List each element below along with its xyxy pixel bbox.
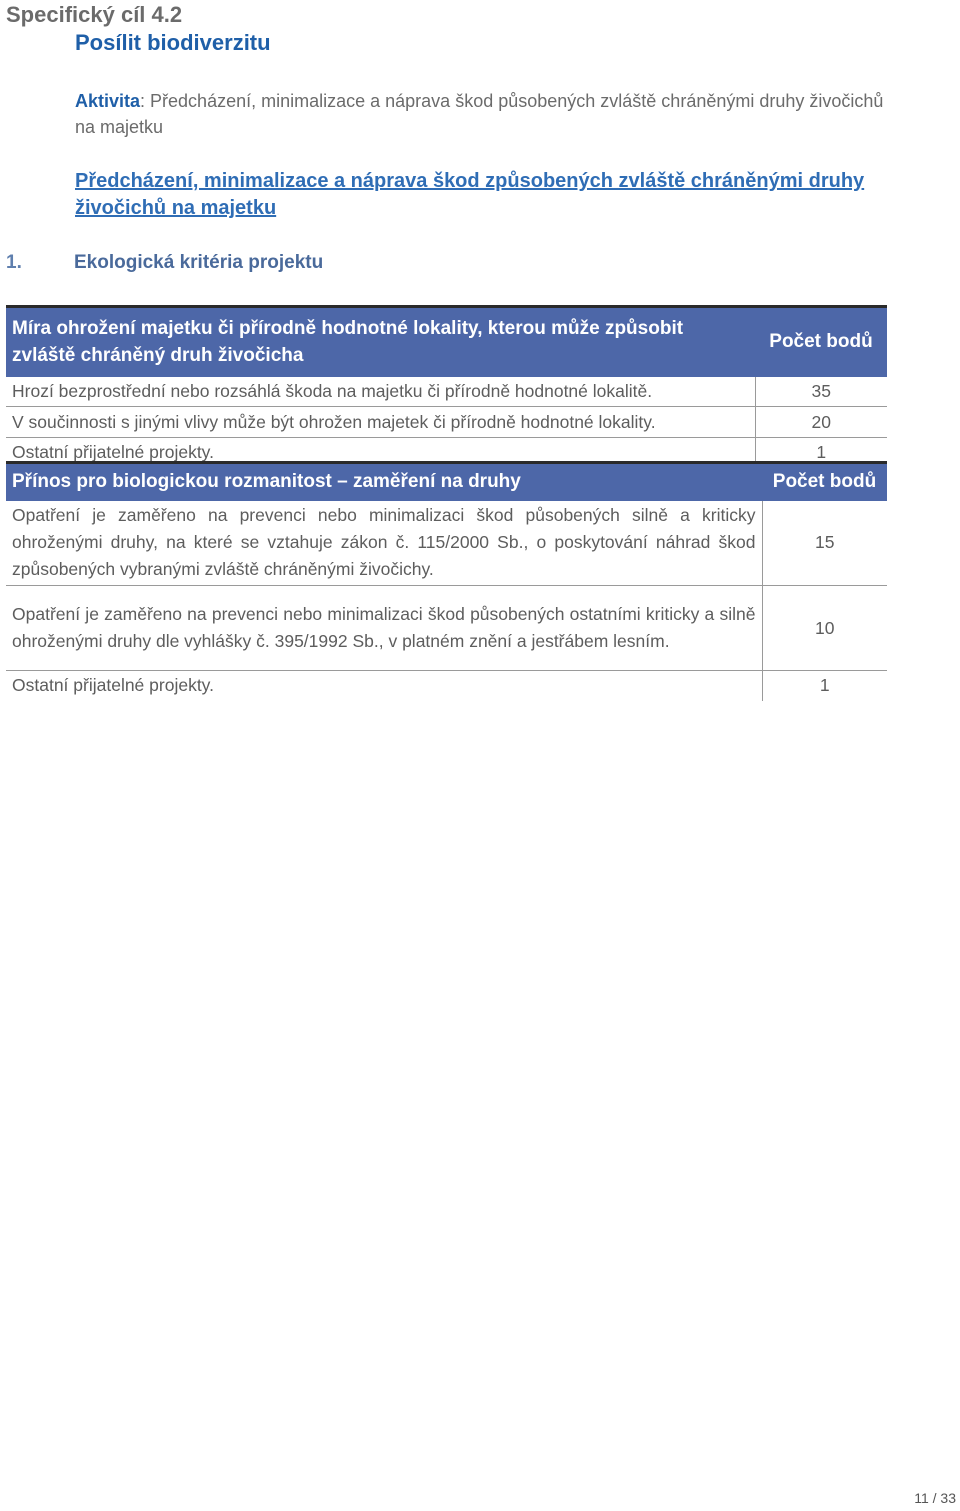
activity-label: Aktivita [75, 91, 141, 111]
criterion-text: Opatření je zaměřeno na prevenci nebo minimalizaci škod působených ostatními kriticky a silně ohroženými druhy dle vyhlášky č. 395/1992 Sb., v platném znění a jestřábem lesním. [6, 586, 762, 671]
table-header-row [6, 307, 887, 377]
activity-description [75, 88, 905, 140]
goal-title: Posílit biodiverzitu [75, 30, 271, 55]
criterion-points: 35 [755, 377, 887, 407]
table-row [6, 586, 887, 671]
criterion-text: Ostatní přijatelné projekty. [12, 442, 214, 463]
table-row [6, 377, 887, 407]
section-title: Ekologická kritéria projektu [74, 252, 324, 273]
criterion-text: Hrozí bezprostřední nebo rozsáhlá škoda na majetku či přírodně hodnotné lokalitě. [6, 377, 755, 407]
criteria-table-threat [6, 305, 887, 468]
header-points: Počet bodů [762, 463, 887, 501]
criterion-text: Opatření je zaměřeno na prevenci nebo minimalizaci škod působených silně a kriticky ohroženými druhy, na které se vztahuje zákon č. 115/2000 Sb., o poskytování náhrad škod způsobených vybranými zvláště chráněnými živočichy. [6, 501, 762, 586]
page-number: 11 / 33 [914, 1490, 956, 1506]
activity-text: : Předcházení, minimalizace a náprava škod působených zvláště chráněnými druhy živočichů na majetku [75, 91, 884, 137]
table-header-row [6, 463, 887, 501]
header-criterion: Míra ohrožení majetku či přírodně hodnotné lokality, kterou může způsobit zvláště chráněný druh živočicha [6, 307, 755, 377]
table-row [6, 671, 887, 701]
criterion-text: Ostatní přijatelné projekty. [12, 675, 214, 696]
header-points: Počet bodů [755, 307, 887, 377]
header-criterion: Přínos pro biologickou rozmanitost – zaměření na druhy [6, 463, 762, 501]
criterion-points: 15 [762, 501, 887, 586]
criteria-table-biodiversity [6, 461, 887, 701]
criterion-points: 1 [762, 671, 887, 701]
table-row [6, 501, 887, 586]
criterion-points: 20 [755, 407, 887, 438]
criterion-text: V součinnosti s jinými vlivy může být ohrožen majetek či přírodně hodnotné lokality. [6, 407, 755, 438]
criterion-points: 10 [762, 586, 887, 671]
section-heading [6, 252, 323, 274]
section-number: 1. [6, 252, 22, 273]
specific-goal-title: Specifický cíl 4.2 [6, 2, 183, 27]
activity-title-link[interactable]: Předcházení, minimalizace a náprava škod způsobených zvláště chráněnými druhy živočichů na majetku [75, 170, 865, 219]
criterion-points: 1 [755, 438, 887, 468]
table-row [6, 407, 887, 438]
